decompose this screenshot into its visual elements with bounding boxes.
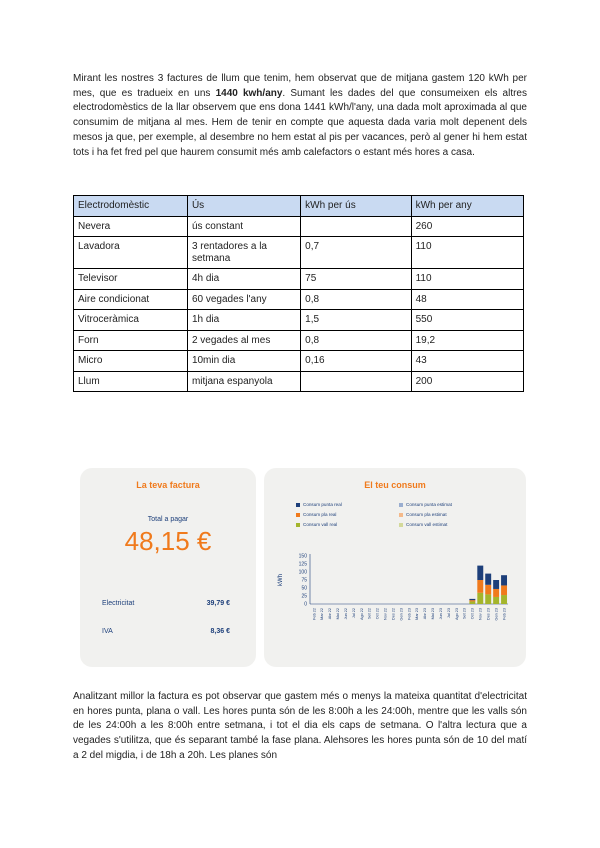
table-row bbox=[74, 371, 524, 392]
intro-text-start: Mirant les nostres 3 factures de llum que tenim, hem observat que de mitjana gastem 120 kWh per mes, que es tradueix en uns bbox=[73, 73, 527, 99]
cell-kwh-per-use: 1,5 bbox=[301, 310, 411, 331]
y-tick-label: 100 bbox=[298, 569, 307, 576]
x-tick-label: Set 22 bbox=[367, 608, 372, 619]
cell-appliance: Vitroceràmica bbox=[74, 310, 188, 331]
y-tick-label: 125 bbox=[298, 561, 307, 568]
cell-appliance: Micro bbox=[74, 351, 188, 372]
x-tick-label: Nov 23 bbox=[478, 608, 483, 621]
x-tick-label: Mai 22 bbox=[336, 608, 341, 620]
header-kwh-per-use: kWh per ús bbox=[301, 196, 411, 217]
x-tick-label: Des 22 bbox=[391, 608, 396, 621]
bar-segment bbox=[501, 585, 507, 595]
bar-segment bbox=[477, 580, 483, 593]
y-tick-label: 50 bbox=[301, 585, 307, 592]
bar-segment bbox=[477, 566, 483, 580]
x-tick-label: Feb 22 bbox=[312, 608, 317, 620]
table-row bbox=[74, 216, 524, 237]
vat-label: IVA bbox=[102, 628, 113, 635]
table-row bbox=[74, 330, 524, 351]
cell-appliance: Forn bbox=[74, 330, 188, 351]
x-tick-label: Set 23 bbox=[462, 608, 467, 619]
x-tick-label: Abr 22 bbox=[328, 608, 333, 620]
cell-usage: 10min dia bbox=[187, 351, 300, 372]
consumption-card bbox=[264, 468, 526, 667]
bar-segment bbox=[501, 575, 507, 585]
cell-kwh-per-use: 0,8 bbox=[301, 330, 411, 351]
cell-kwh-per-use: 0,8 bbox=[301, 289, 411, 310]
bar-segment bbox=[485, 594, 491, 604]
cell-kwh-per-use: 75 bbox=[301, 269, 411, 290]
cell-kwh-per-year: 110 bbox=[411, 269, 523, 290]
x-tick-label: Gen 23 bbox=[494, 608, 499, 621]
cell-appliance: Llum bbox=[74, 371, 188, 392]
x-tick-label: Jun 22 bbox=[343, 608, 348, 620]
bill-card bbox=[80, 468, 256, 667]
electricity-label: Electricitat bbox=[102, 600, 135, 607]
cell-kwh-per-use bbox=[301, 371, 411, 392]
cell-usage: 2 vegades al mes bbox=[187, 330, 300, 351]
x-tick-label: Mar 22 bbox=[320, 608, 325, 620]
bar-segment bbox=[493, 597, 499, 604]
table-header-row bbox=[74, 196, 524, 217]
x-tick-label: Nov 22 bbox=[383, 608, 388, 621]
bar-segment bbox=[493, 580, 499, 589]
cell-kwh-per-use bbox=[301, 216, 411, 237]
y-axis-label: kWh bbox=[278, 574, 284, 586]
electricity-value: 39,79 € bbox=[206, 600, 230, 607]
cell-usage: 3 rentadores a la setmana bbox=[187, 237, 300, 269]
consumption-chart bbox=[264, 468, 526, 667]
cell-kwh-per-year: 19,2 bbox=[411, 330, 523, 351]
x-tick-label: Ago 22 bbox=[359, 608, 364, 621]
cell-kwh-per-year: 48 bbox=[411, 289, 523, 310]
x-tick-label: Mai 23 bbox=[431, 608, 436, 620]
total-amount: 48,15 € bbox=[124, 526, 212, 556]
x-tick-label: Jul 23 bbox=[446, 608, 451, 619]
x-tick-label: Jul 22 bbox=[351, 608, 356, 619]
x-tick-label: Oct 22 bbox=[375, 608, 380, 620]
total-label: Total a pagar bbox=[147, 516, 189, 523]
table-row bbox=[74, 269, 524, 290]
bar-segment bbox=[477, 593, 483, 604]
bar-segment bbox=[501, 595, 507, 604]
legend-label: Consum pla estimat bbox=[406, 512, 447, 517]
analysis-paragraph: Analitzant millor la factura es pot observar que gastem més o menys la mateixa quantitat d'electricitat en hores punta, plana o vall. Les hores punta són de les 8:00h a les 24:00h, mentre que les valls són de les 24:00h a les 8:00h entre setmana, i tot el dia els caps de setmana. O l'altra lectura que a vegades s'utilitza, que és separant també la fase plana. Alehsores les hores punta són de 10 del matí a 2 del migdia, i de 18h a 20h. Les planes són bbox=[73, 691, 527, 761]
x-tick-label: Feb 23 bbox=[407, 608, 412, 620]
legend-label: Consum punta estimat bbox=[406, 502, 452, 507]
intro-paragraph bbox=[73, 72, 527, 160]
y-tick-label: 150 bbox=[298, 553, 307, 560]
x-tick-label: Ago 23 bbox=[454, 608, 459, 621]
x-tick-label: Gen 23 bbox=[399, 608, 404, 621]
x-tick-label: Feb 23 bbox=[502, 608, 507, 620]
intro-text-end: . Sumant les dades del que consumeixen els altres electrodomèstics de la llar observem que ens dona 1441 kWh/l'any, una dada molt aproximada al que consumim de mitjana al mes. Hem de tenir en compte que aquesta dada varia molt depenent dels mesos ja que, per exemple, al desembre no hem estat al pis per vacances, però al gener hi hem estat tots i ha fet fred pel que haurem consumit més amb calefactors o estant més hores a casa. bbox=[73, 87, 527, 158]
cell-kwh-per-year: 200 bbox=[411, 371, 523, 392]
cell-appliance: Televisor bbox=[74, 269, 188, 290]
cell-usage: ús constant bbox=[187, 216, 300, 237]
consumption-card-title: El teu consum bbox=[364, 480, 426, 490]
legend-label: Consum vall real bbox=[303, 522, 338, 527]
cell-kwh-per-year: 260 bbox=[411, 216, 523, 237]
cell-kwh-per-use: 0,16 bbox=[301, 351, 411, 372]
intro-highlight: 1440 kwh/any bbox=[215, 87, 283, 99]
header-usage: Ús bbox=[187, 196, 300, 217]
x-tick-label: Jun 23 bbox=[438, 608, 443, 620]
bar-segment bbox=[485, 574, 491, 585]
y-tick-label: 0 bbox=[304, 601, 307, 608]
cell-usage: 4h dia bbox=[187, 269, 300, 290]
y-tick-label: 75 bbox=[301, 577, 307, 584]
cell-kwh-per-year: 110 bbox=[411, 237, 523, 269]
table-row bbox=[74, 351, 524, 372]
cell-usage: 60 vegades l'any bbox=[187, 289, 300, 310]
vat-value: 8,36 € bbox=[210, 628, 230, 635]
appliance-table bbox=[73, 195, 524, 392]
cell-appliance: Aire condicionat bbox=[74, 289, 188, 310]
bar-segment bbox=[485, 585, 491, 595]
cell-appliance: Nevera bbox=[74, 216, 188, 237]
x-tick-label: Oct 23 bbox=[470, 608, 475, 620]
legend-label: Consum vall estimat bbox=[406, 522, 448, 527]
header-kwh-per-year: kWh per any bbox=[411, 196, 523, 217]
table-row bbox=[74, 237, 524, 269]
bar-segment bbox=[469, 600, 475, 601]
bill-card-title: La teva factura bbox=[136, 480, 200, 490]
cell-appliance: Lavadora bbox=[74, 237, 188, 269]
table-row bbox=[74, 289, 524, 310]
cell-kwh-per-year: 43 bbox=[411, 351, 523, 372]
x-tick-label: Mar 23 bbox=[415, 608, 420, 620]
cell-usage: mitjana espanyola bbox=[187, 371, 300, 392]
header-appliance: Electrodomèstic bbox=[74, 196, 188, 217]
bar-segment bbox=[469, 599, 475, 600]
table-row bbox=[74, 310, 524, 331]
cell-usage: 1h dia bbox=[187, 310, 300, 331]
bar-segment bbox=[493, 589, 499, 597]
cell-kwh-per-use: 0,7 bbox=[301, 237, 411, 269]
cell-kwh-per-year: 550 bbox=[411, 310, 523, 331]
bar-segment bbox=[469, 601, 475, 604]
legend-label: Consum punta real bbox=[303, 502, 342, 507]
y-tick-label: 25 bbox=[301, 593, 307, 600]
x-tick-label: Abr 23 bbox=[423, 608, 428, 620]
legend-label: Consum pla real bbox=[303, 512, 337, 517]
x-tick-label: Des 23 bbox=[486, 608, 491, 621]
